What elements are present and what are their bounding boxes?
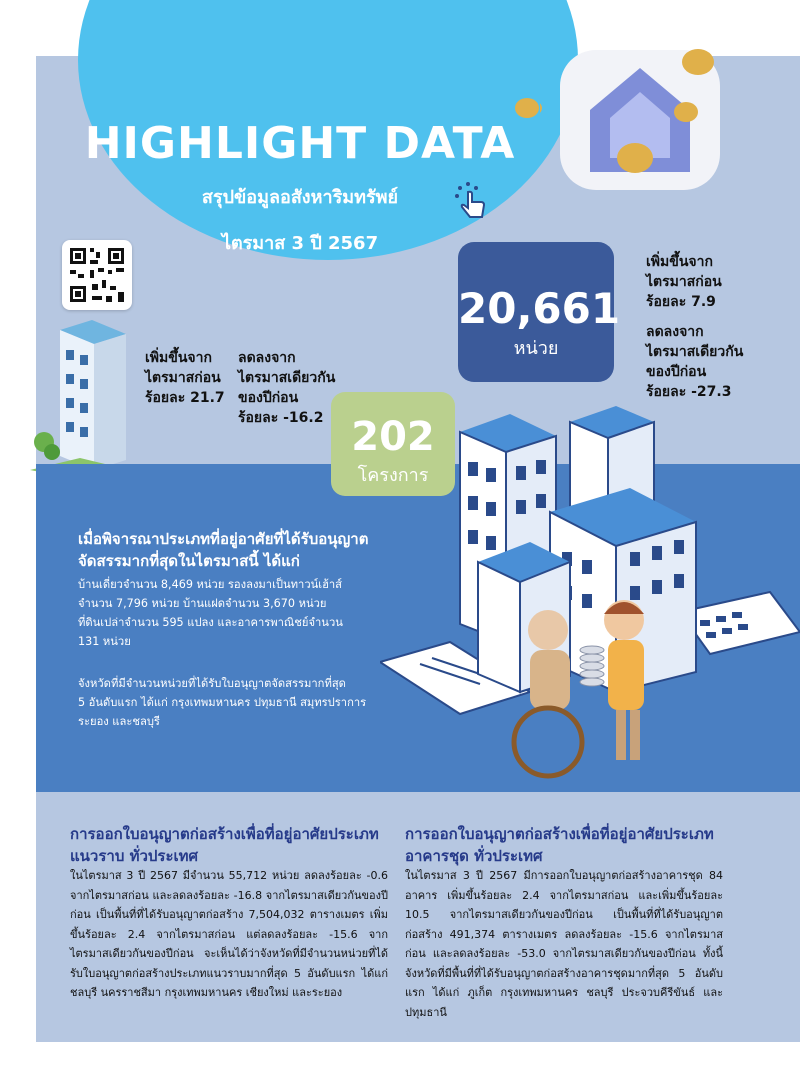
house-icon: [540, 40, 730, 200]
allocation-heading-line1: เมื่อพิจารณาประเภทที่อยู่อาศัยที่ได้รับอนุญาต: [78, 530, 369, 548]
units-value: 20,661: [458, 284, 621, 333]
lowrise-body: ในไตรมาส 3 ปี 2567 มีจำนวน 55,712 หน่วย ลดลงร้อยละ -0.6 จากไตรมาสก่อน และลดลงร้อยละ -16.8 จากไตรมาสเดียวกันของปีก่อน เป็นพื้นที่ที่ได้รับอนุญาตก่อสร้าง 7,504,032 ตารางเมตร เพิ่มขึ้นร้อยละ 2.4 จากไตรมาสก่อน แต่ลดลงร้อยละ -15.6 จากไตรมาสเดียวกันของปีก่อน จะเห็นได้ว่าจังหวัดที่มีจำนวนหน่วยที่ได้รับใบอนุญาตก่อสร้างประเภทแนวราบมากที่สุด 5 อันดับแรก ได้แก่ ชลบุรี นครราชสีมา กรุงเทพมหานคร เชียงใหม่ และระยอง: [70, 869, 388, 999]
condo-heading-line2: อาคารชุด ทั่วประเทศ: [405, 847, 543, 865]
condo-heading-line1: การออกใบอนุญาตก่อสร้างเพื่อที่อยู่อาศัยประเภท: [405, 825, 714, 843]
page-period: ไตรมาส 3 ปี 2567: [221, 233, 379, 254]
condo-body: ในไตรมาส 3 ปี 2567 มีการออกใบอนุญาตก่อสร้างอาคารชุด 84 อาคาร เพิ่มขึ้นร้อยละ 2.4 จากไตรมาสก่อน และเพิ่มขึ้นร้อยละ 10.5 จากไตรมาสเดียวกันของปีก่อน เป็นพื้นที่ที่ได้รับอนุญาตก่อสร้าง 491,374 ตารางเมตร ลดลงร้อยละ -15.6 จากไตรมาสก่อน และลดลงร้อยละ -53.0 จากไตรมาสเดียวกันของปีก่อน ทั้งนี้จังหวัดที่มีพื้นที่ที่ได้รับอนุญาตก่อสร้างอาคารชุดมากที่สุด 5 อันดับแรก ได้แก่ ภูเก็ต กรุงเทพมหานคร ชลบุรี ประจวบคีรีขันธ์ และปทุมธานี: [405, 869, 723, 1019]
units-label: หน่วย: [513, 338, 559, 359]
allocation-heading-line2: จัดสรรมากที่สุดในไตรมาสนี้ ได้แก่: [78, 552, 300, 570]
lowrise-heading-line1: การออกใบอนุญาตก่อสร้างเพื่อที่อยู่อาศัยประเภท: [70, 825, 379, 843]
units-decrease-note: ลดลงจาก ไตรมาสเดียวกัน ของปีก่อน ร้อยละ -27.3: [646, 324, 744, 400]
coin-icon: [514, 96, 540, 120]
calculator-icon: [680, 592, 800, 654]
page-title: HIGHLIGHT DATA: [84, 118, 516, 169]
projects-increase-note: เพิ่มขึ้นจาก ไตรมาสก่อน ร้อยละ 21.7: [145, 350, 225, 406]
projects-decrease-note: ลดลงจาก ไตรมาสเดียวกัน ของปีก่อน ร้อยละ -16.2: [238, 350, 336, 426]
page-subtitle: สรุปข้อมูลอสังหาริมทรัพย์: [201, 187, 399, 208]
qr-code-icon[interactable]: [62, 240, 132, 310]
lowrise-heading-line2: แนวราบ ทั่วประเทศ: [70, 847, 199, 865]
units-increase-note: เพิ่มขึ้นจาก ไตรมาสก่อน ร้อยละ 7.9: [646, 254, 722, 310]
projects-value: 202: [351, 414, 435, 460]
building-icon: [30, 320, 130, 480]
pointer-hand-icon: [452, 178, 492, 224]
units-stat-card: [458, 242, 621, 382]
allocation-body: บ้านเดี่ยวจำนวน 8,469 หน่วย รองลงมาเป็นทาวน์เฮ้าส์ จำนวน 7,796 หน่วย บ้านแฝดจำนวน 3,670 หน่วย ที่ดินเปล่าจำนวน 595 แปลง และอาคารพาณิชย์จำนวน 131 หน่วย: [78, 578, 343, 648]
city-illustration: [380, 392, 800, 788]
projects-label: โครงการ: [357, 465, 429, 486]
allocation-top-provinces: จังหวัดที่มีจำนวนหน่วยที่ได้รับใบอนุญาตจัดสรรมากที่สุด 5 อันดับแรก ได้แก่ กรุงเทพมหานคร ปทุมธานี สมุทรปราการ ระยอง และชลบุรี: [78, 677, 367, 728]
